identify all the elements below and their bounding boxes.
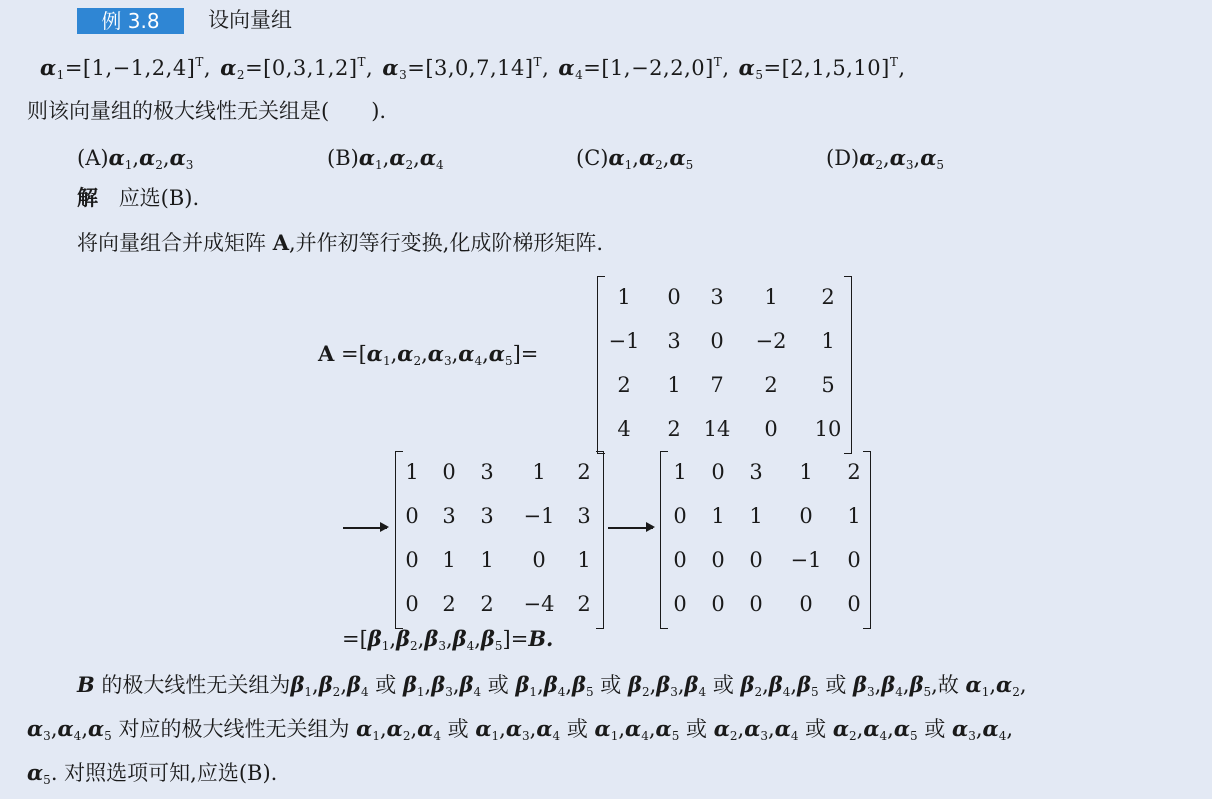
- vector-symbol: $\alpha_4$: [863, 716, 888, 743]
- vector-symbol: $\beta_5$: [909, 672, 932, 699]
- vector-symbol: $\beta_1$: [515, 672, 538, 699]
- vector-symbol: $\alpha_3$: [952, 716, 976, 743]
- matrix-cell: 0: [711, 460, 725, 484]
- vector-symbol: $\beta_5$: [480, 626, 503, 653]
- matrix-cell: 0: [799, 592, 813, 616]
- matrix-cell: 0: [764, 417, 778, 441]
- matrix-cell: 0: [405, 504, 419, 528]
- option-d: $(D)\alpha_2,\alpha_3,\alpha_5$: [826, 145, 945, 172]
- matrix-cell: 0: [847, 548, 861, 572]
- matrix-cell: 1: [480, 548, 494, 572]
- matrix-cell: 0: [673, 592, 687, 616]
- vector-symbol: $\alpha_3$: [744, 716, 768, 743]
- vector-symbol: $\alpha_2$: [386, 716, 411, 743]
- vector-symbol: $\beta_3$: [424, 626, 446, 653]
- vector-symbol: $\beta_4$: [452, 626, 475, 653]
- vector-symbol: $\beta_1$: [402, 672, 425, 699]
- vector-symbol: $\alpha_4$: [419, 145, 444, 172]
- vector-symbol: $\alpha_3$: [427, 341, 452, 368]
- vector-symbol: $\alpha_1$: [108, 145, 133, 172]
- matrix-cell: 1: [442, 548, 456, 572]
- vector-symbol: $\beta_2$: [318, 672, 341, 699]
- vector-symbol: $\alpha_5$: [27, 760, 51, 787]
- row-reduction-arrow-1: [343, 527, 387, 529]
- vector-symbol: $\alpha_5$: [655, 716, 680, 743]
- matrix-cell: 3: [480, 504, 494, 528]
- vector-symbol: $\alpha_5$: [893, 716, 918, 743]
- matrix-cell: −1: [608, 329, 640, 353]
- vector-symbol: $\alpha_1$: [40, 55, 65, 82]
- vector-symbol: $\alpha_4$: [458, 341, 483, 368]
- vector-symbol: $\beta_3$: [656, 672, 678, 699]
- matrix-cell: 1: [405, 460, 419, 484]
- step1-matrix-symbol: A: [272, 230, 289, 255]
- vector-symbol: $\beta_2$: [627, 672, 650, 699]
- vector-symbol: $\alpha_4$: [57, 716, 82, 743]
- vector-symbol: $\alpha_4$: [625, 716, 649, 743]
- vector-symbol: $\alpha_4$: [558, 55, 584, 82]
- matrix-cell: 1: [799, 460, 813, 484]
- vector-symbol: $\alpha_4$: [417, 716, 441, 743]
- vector-symbol: $\alpha_1$: [358, 145, 383, 172]
- vector-symbol: $\alpha_3$: [169, 145, 194, 172]
- vector-symbol: $\alpha_1$: [356, 716, 380, 743]
- matrix-cell: −1: [523, 504, 555, 528]
- matrix-cell: −2: [755, 329, 787, 353]
- vector-symbol: $\alpha_2$: [832, 716, 857, 743]
- matrix-cell: 5: [821, 373, 835, 397]
- step1-part-b: ,并作初等行变换,化成阶梯形矩阵.: [288, 231, 604, 255]
- vector-symbol: $\alpha_1$: [608, 145, 633, 172]
- vector-symbol: $\beta_1$: [367, 626, 390, 653]
- vector-symbol: $\alpha_1$: [366, 341, 391, 368]
- vector-def: $\alpha_2=[0,3,1,2]^T$,: [220, 55, 381, 82]
- vector-symbol: $\alpha_5$: [669, 145, 694, 172]
- conclusion-line-2: $\alpha_3,\alpha_4,\alpha_5$ 对应的极大线性无关组为 $\alpha_1,\alpha_2,\alpha_4$ 或 $\alpha_1,\alpha_3,\alpha_4$ 或 $\alpha_1,\alpha_4,\alpha_5$ 或 $\alpha_2,\alpha_3,\alpha_4$ 或 $\alpha_2,\alpha_4,\alpha_5$ 或 $\alpha_3,\alpha_4$,: [27, 716, 1014, 743]
- matrix-cell: 0: [405, 548, 419, 572]
- matrix-cell: 1: [764, 285, 778, 309]
- matrix-cell: 2: [577, 460, 591, 484]
- vector-symbol: $\beta_1$: [290, 672, 313, 699]
- example-label: 例 3.8: [77, 8, 184, 34]
- option-a: $(A)\alpha_1,\alpha_2,\alpha_3$: [77, 145, 194, 172]
- matrix-cell: 14: [703, 417, 731, 441]
- matrix-cell: 0: [667, 285, 681, 309]
- vector-symbol: $\alpha_3$: [382, 55, 408, 82]
- matrix-cell: 1: [821, 329, 835, 353]
- matrix-cell: 1: [749, 504, 763, 528]
- matrix-cell: 0: [405, 592, 419, 616]
- vector-symbol: $\alpha_2$: [638, 145, 663, 172]
- vector-symbol: $\beta_2$: [396, 626, 418, 653]
- vector-symbol: $\alpha_2$: [139, 145, 163, 172]
- vector-symbol: $\beta_4$: [347, 672, 369, 699]
- conclusion-line-3: $\alpha_5$. 对照选项可知,应选(B).: [27, 760, 278, 787]
- matrix-cell: 3: [442, 504, 456, 528]
- matrix-cell: 2: [764, 373, 778, 397]
- matrix-cell: 2: [617, 373, 631, 397]
- matrix-cell: 0: [847, 592, 861, 616]
- matrix-cell: 3: [710, 285, 724, 309]
- matrix-cell: 0: [710, 329, 724, 353]
- vector-symbol: $\alpha_4$: [982, 716, 1007, 743]
- matrix-cell: 3: [667, 329, 681, 353]
- vector-symbol: $\alpha_5$: [488, 341, 513, 368]
- matrix-cell: 2: [577, 592, 591, 616]
- vector-symbol: $\alpha_5$: [88, 716, 112, 743]
- vector-symbol: $\alpha_1$: [965, 672, 990, 699]
- vector-symbol: $\alpha_2$: [389, 145, 414, 172]
- option-c: $(C)\alpha_1,\alpha_2,\alpha_5$: [576, 145, 694, 172]
- matrix-cell: 0: [749, 548, 763, 572]
- matrix-cell: 3: [577, 504, 591, 528]
- matrix-cell: 2: [847, 460, 861, 484]
- row-reduction-arrow-2: [608, 527, 653, 529]
- matrix-cell: 2: [667, 417, 681, 441]
- step1-part-a: 将向量组合并成矩阵: [77, 231, 273, 255]
- matrix-cell: 1: [711, 504, 725, 528]
- matrix-cell: 3: [749, 460, 763, 484]
- matrix-cell: 2: [442, 592, 456, 616]
- matrix-cell: 1: [617, 285, 631, 309]
- matrix-cell: 7: [710, 373, 724, 397]
- vector-symbol: $\beta_4$: [459, 672, 482, 699]
- matrix-cell: 1: [532, 460, 546, 484]
- vector-symbol: $\beta_4$: [768, 672, 791, 699]
- vector-symbol: $\beta_3$: [853, 672, 875, 699]
- vector-symbol: $\alpha_2$: [713, 716, 738, 743]
- vector-symbol: $\beta_5$: [572, 672, 594, 699]
- vector-def: $\alpha_3=[3,0,7,14]^T$,: [382, 55, 557, 82]
- conclusion-line-1: B 的极大线性无关组为$\beta_1,\beta_2,\beta_4$ 或 $\beta_1,\beta_3,\beta_4$ 或 $\beta_1,\beta_4,\beta_5$ 或 $\beta_2,\beta_3,\beta_4$ 或 $\beta_2,\beta_4,\beta_5$ 或 $\beta_3,\beta_4,\beta_5$,故 $\alpha_1,\alpha_2$,: [77, 672, 1027, 699]
- vector-symbol: $\alpha_2$: [996, 672, 1020, 699]
- matrix-cell: 0: [442, 460, 456, 484]
- step1-text: [77, 232, 603, 254]
- vector-symbol: $\beta_4$: [684, 672, 707, 699]
- matrix-definition-lhs: $A =[\alpha_1,\alpha_2,\alpha_3,\alpha_4,\alpha_5]=$: [318, 341, 539, 368]
- matrix-cell: 0: [673, 504, 687, 528]
- matrix-cell: 0: [673, 548, 687, 572]
- matrix-cell: 0: [749, 592, 763, 616]
- vector-def: $\alpha_1=[1,-1,2,4]^T$,: [40, 55, 219, 82]
- vector-symbol: $\beta_3$: [431, 672, 453, 699]
- vector-symbol: $\alpha_4$: [536, 716, 561, 743]
- solution-answer: 应选(B).: [118, 186, 200, 210]
- matrix-cell: 3: [480, 460, 494, 484]
- solution-title: 解: [77, 186, 98, 210]
- problem-intro: 设向量组: [208, 8, 292, 32]
- matrix-cell: 1: [667, 373, 681, 397]
- matrix-cell: 1: [847, 504, 861, 528]
- matrix-cell: 10: [814, 417, 842, 441]
- result-equation: $=[\beta_1,\beta_2,\beta_3,\beta_4,\beta_5]=B$.: [342, 626, 554, 653]
- vector-symbol: $\beta_4$: [881, 672, 903, 699]
- vector-symbol: $\alpha_2$: [397, 341, 422, 368]
- matrix-cell: 0: [711, 592, 725, 616]
- matrix-cell: 2: [480, 592, 494, 616]
- solution-heading: [77, 188, 199, 209]
- matrix-cell: −1: [790, 548, 822, 572]
- vector-def: $\alpha_4=[1,-2,2,0]^T$,: [558, 55, 737, 82]
- vector-symbol: $\alpha_3$: [27, 716, 51, 743]
- matrix-cell: 2: [821, 285, 835, 309]
- vector-symbol: $\beta_2$: [740, 672, 763, 699]
- vector-symbol: $\alpha_3$: [889, 145, 914, 172]
- vector-symbol: $\alpha_1$: [475, 716, 500, 743]
- vector-symbol: $\alpha_3$: [505, 716, 530, 743]
- vector-symbol: $\alpha_5$: [738, 55, 764, 82]
- vector-symbol: $\beta_4$: [543, 672, 566, 699]
- question-text: 则该向量组的极大线性无关组是( ).: [27, 99, 387, 123]
- vector-def: $\alpha_5=[2,1,5,10]^T$,: [738, 55, 906, 82]
- vector-symbol: $\alpha_4$: [774, 716, 799, 743]
- matrix-cell: −4: [523, 592, 555, 616]
- vector-definitions: [40, 55, 906, 82]
- matrix-cell: 1: [577, 548, 591, 572]
- vector-symbol: $\alpha_1$: [594, 716, 619, 743]
- matrix-cell: 0: [799, 504, 813, 528]
- vector-symbol: $\beta_5$: [797, 672, 819, 699]
- matrix-cell: 0: [711, 548, 725, 572]
- vector-symbol: $\alpha_2$: [859, 145, 884, 172]
- matrix-cell: 4: [617, 417, 631, 441]
- matrix-cell: 0: [532, 548, 546, 572]
- matrix-cell: 1: [673, 460, 687, 484]
- vector-symbol: $\alpha_5$: [920, 145, 945, 172]
- vector-symbol: $\alpha_2$: [220, 55, 246, 82]
- option-b: $(B)\alpha_1,\alpha_2,\alpha_4$: [327, 145, 444, 172]
